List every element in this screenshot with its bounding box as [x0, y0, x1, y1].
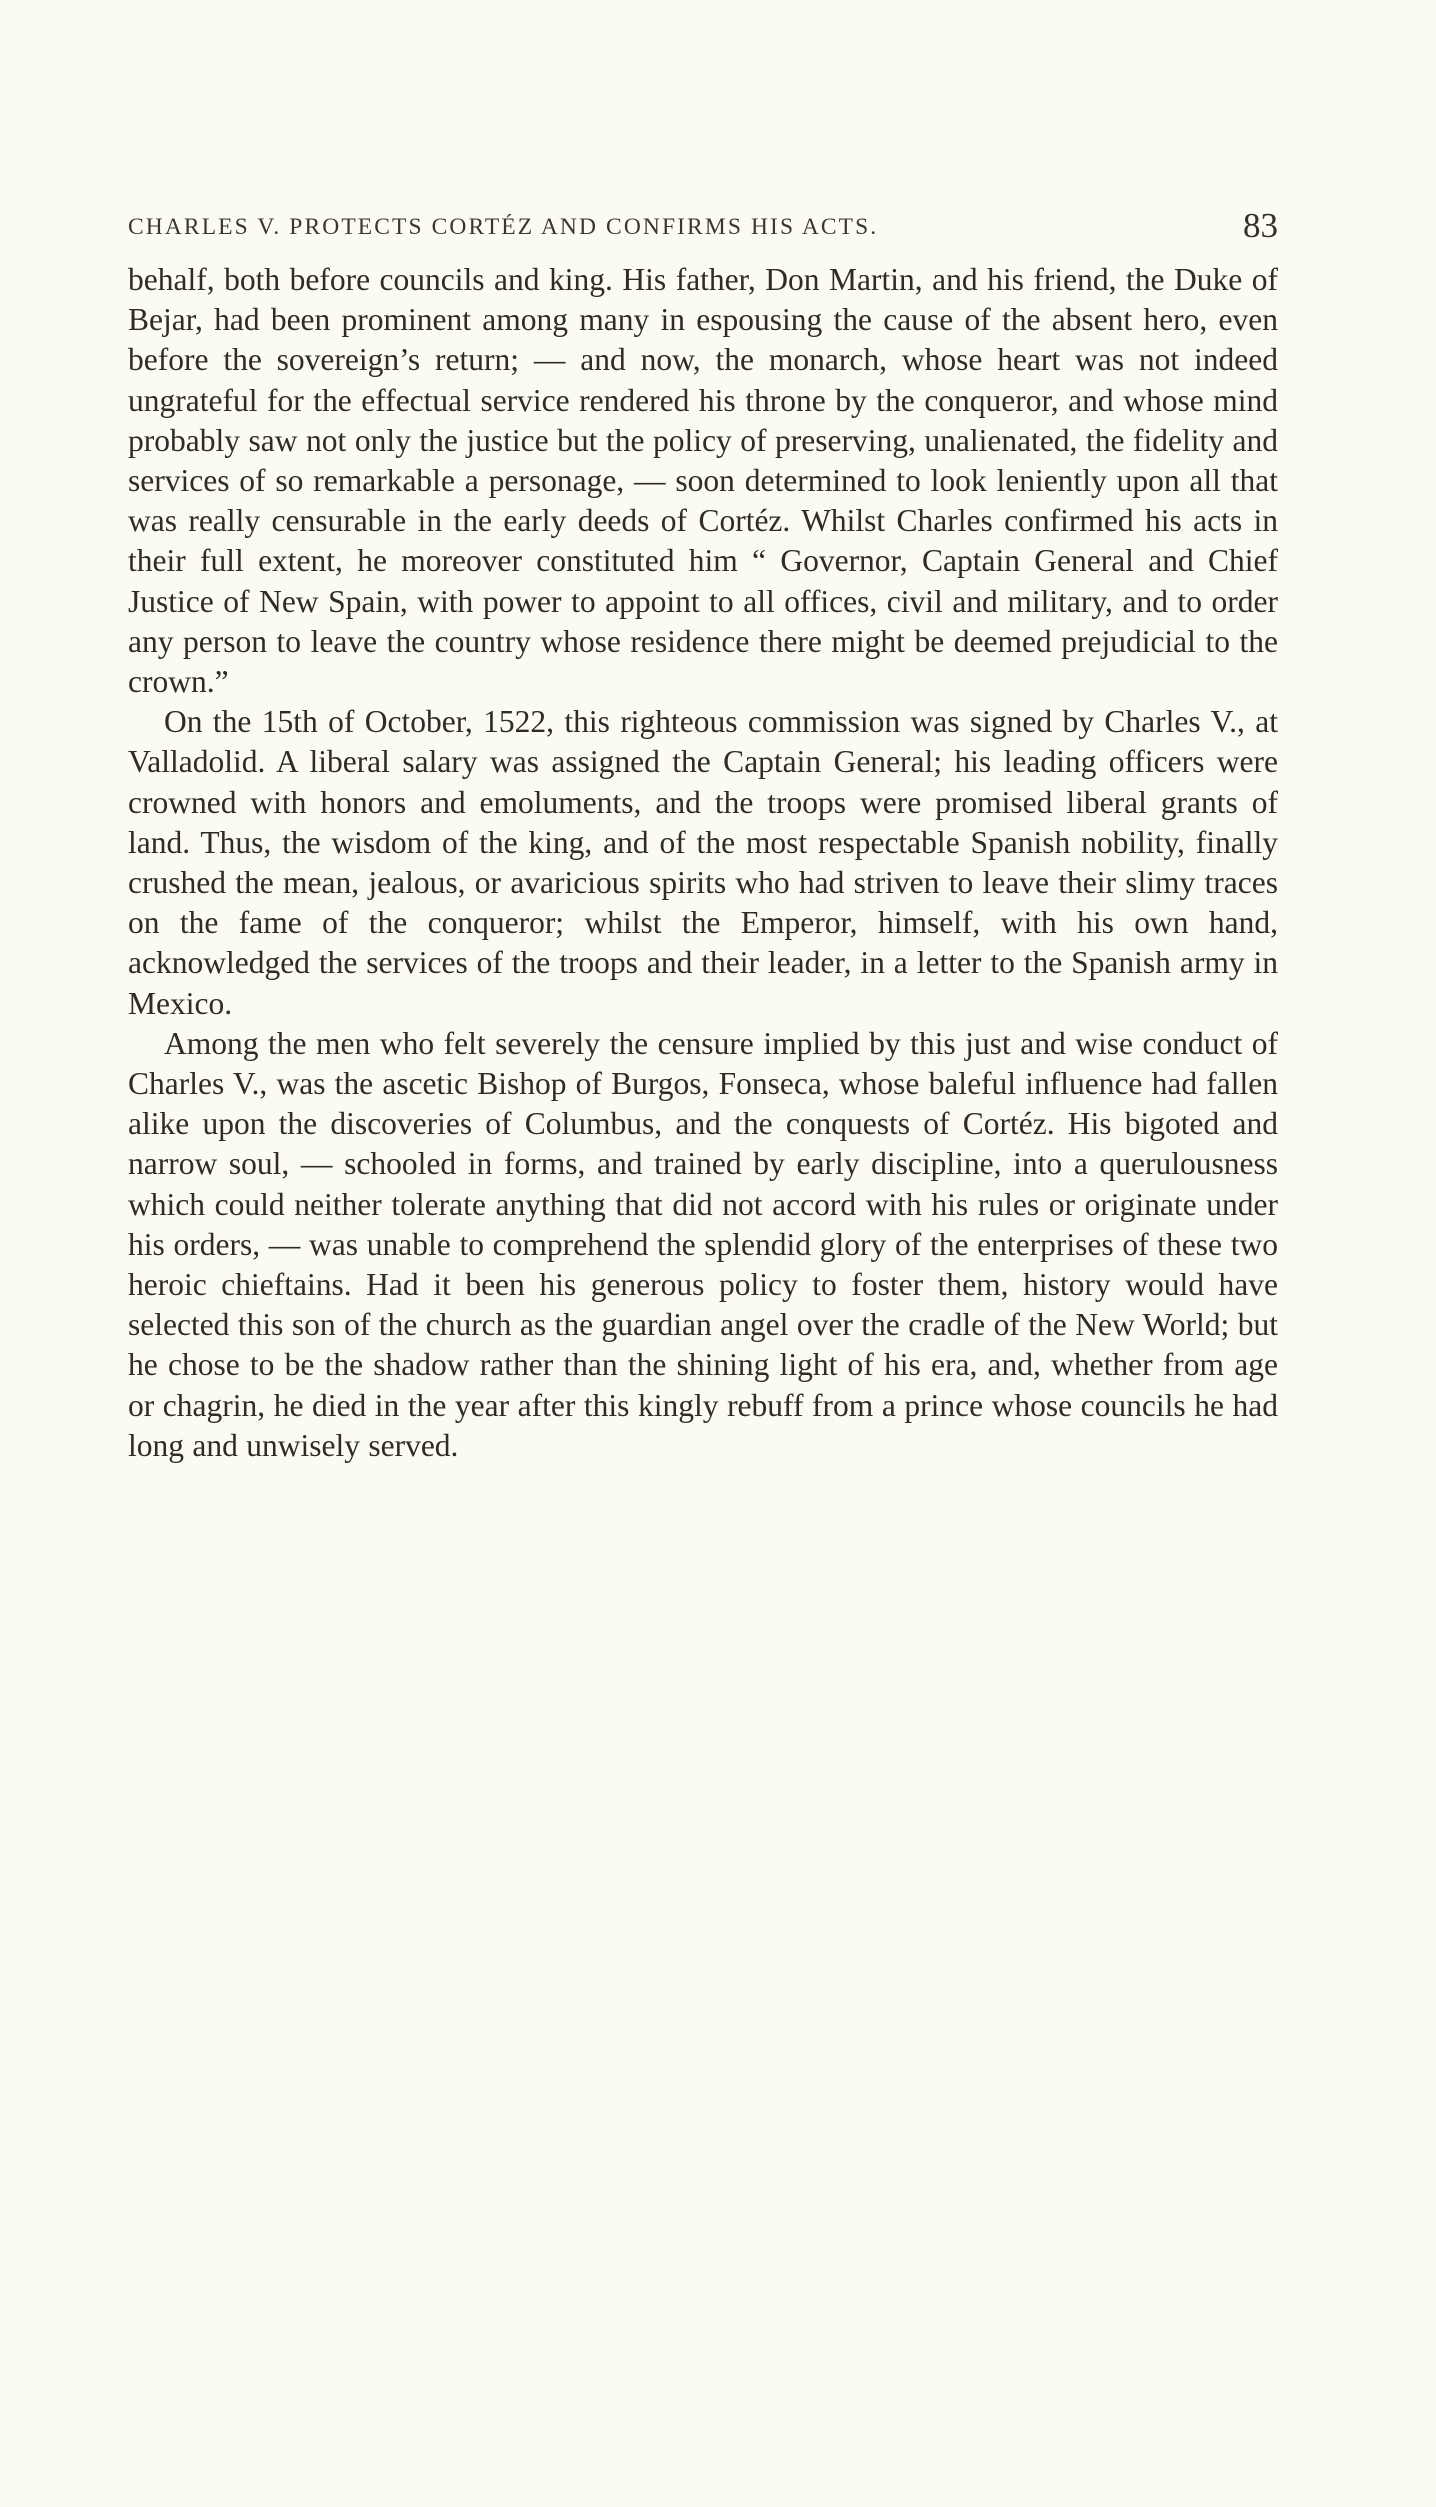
paragraph-continued: behalf, both before councils and king. His father, Don Martin, and his friend, the Duke of Bejar, had been prominent among many in espousing the cause of the absent hero, even before the sovereign’s return; — and now, the monarch, whose heart was not indeed ungrateful for the effectual service rendered his throne by the conqueror, and whose mind probably saw not only the justice but the policy of preserving, unalienated, the fidelity and services of so remarkable a personage, — soon determined to look leniently upon all that was really censurable in the early deeds of Cortéz. Whilst Charles confirmed his acts in their full extent, he moreover constituted him “ Governor, Captain General and Chief Justice of New Spain, with power to appoint to all offices, civil and military, and to order any person to leave the country whose residence there might be deemed prejudicial to the crown.” — [128, 262, 1278, 700]
running-title: CHARLES V. PROTECTS CORTÉZ AND CONFIRMS HIS ACTS. — [128, 214, 879, 240]
body-text — [128, 260, 1278, 1466]
paragraph-commission: On the 15th of October, 1522, this righteous commission was signed by Charles V., at Valladolid. A liberal salary was assigned the Captain General; his leading officers were crowned with honors and emoluments, and the troops were promised liberal grants of land. Thus, the wisdom of the king, and of the most respectable Spanish nobility, finally crushed the mean, jealous, or avaricious spirits who had striven to leave their slimy traces on the fame of the conqueror; whilst the Emperor, himself, with his own hand, acknowledged the services of the troops and their leader, in a letter to the Spanish army in Mexico. — [128, 704, 1278, 1021]
running-head — [128, 206, 1278, 256]
paragraph-fonseca: Among the men who felt severely the censure implied by this just and wise conduct of Charles V., was the ascetic Bishop of Burgos, Fonseca, whose baleful influence had fallen alike upon the discoveries of Columbus, and the conquests of Cortéz. His bigoted and narrow soul, — schooled in forms, and trained by early discipline, into a querulousness which could neither tolerate anything that did not accord with his rules or originate under his orders, — was unable to comprehend the splendid glory of the enterprises of these two heroic chieftains. Had it been his generous policy to foster them, history would have selected this son of the church as the guardian angel over the cradle of the New World; but he chose to be the shadow rather than the shining light of his era, and, whether from age or chagrin, he died in the year after this kingly rebuff from a prince whose councils he had long and unwisely served. — [128, 1025, 1278, 1463]
page-number: 83 — [1243, 206, 1278, 245]
